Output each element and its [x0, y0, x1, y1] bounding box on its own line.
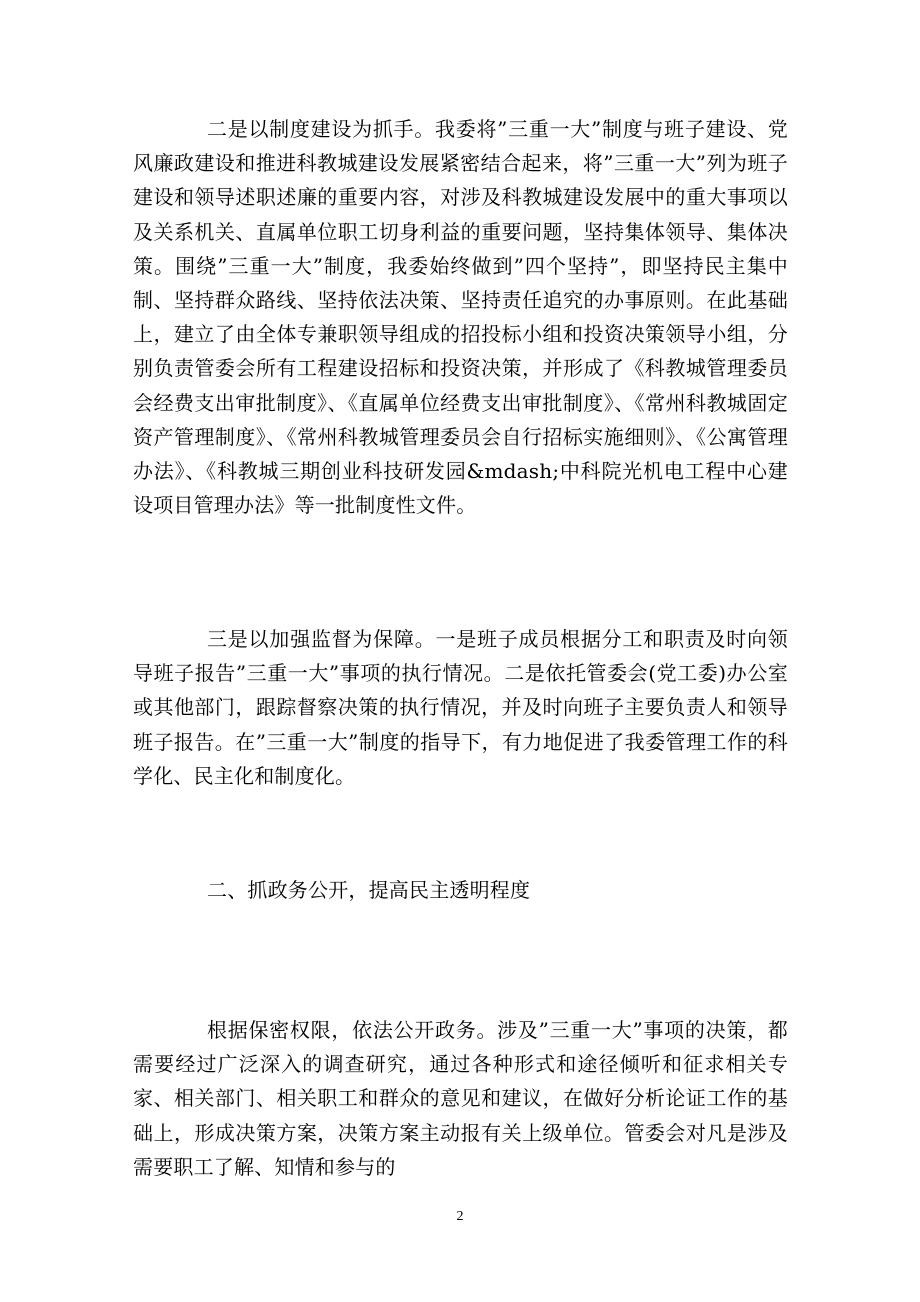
page-number: 2 [456, 1209, 464, 1224]
paragraph-public-affairs: 根据保密权限，依法公开政务。涉及”三重一大”事项的决策，都需要经过广泛深入的调查研究，通过各种形式和途径倾听和征求相关专家、相关部门、相关职工和群众的意见和建议，在做好分析论证工作的基础上，形成决策方案，决策方案主动报有关上级单位。管委会对凡是涉及需要职工了解、知情和参与的 [133, 1018, 788, 1179]
paragraph-supervision: 三是以加强监督为保障。一是班子成员根据分工和职责及时向领导班子报告”三重一大”事项的执行情况。二是依托管委会(党工委)办公室或其他部门，跟踪督察决策的执行情况，并及时向班子主要负责人和领导班子报告。在”三重一大”制度的指导下，有力地促进了我委管理工作的科学化、民主化和制度化。 [133, 627, 788, 788]
paragraph-institution-building: 二是以制度建设为抓手。我委将”三重一大”制度与班子建设、党风廉政建设和推进科教城建设发展紧密结合起来，将”三重一大”列为班子建设和领导述职述廉的重要内容，对涉及科教城建设发展中的重大事项以及关系机关、直属单位职工切身利益的重要问题，坚持集体领导、集体决策。围绕”三重一大”制度，我委始终做到”四个坚持”，即坚持民主集中制、坚持群众路线、坚持依法决策、坚持责任追究的办事原则。在此基础上，建立了由全体专兼职领导组成的招投标小组和投资决策领导小组，分别负责管委会所有工程建设招标和投资决策，并形成了《科教城管理委员会经费支出审批制度》、《直属单位经费支出审批制度》、《常州科教城固定资产管理制度》、《常州科教城管理委员会自行招标实施细则》、《公寓管理办法》、《科教城三期创业科技研发园&mdash;中科院光机电工程中心建设项目管理办法》等一批制度性文件。 [133, 117, 788, 518]
section-heading-government-affairs: 二、抓政务公开，提高民主透明程度 [207, 878, 531, 902]
